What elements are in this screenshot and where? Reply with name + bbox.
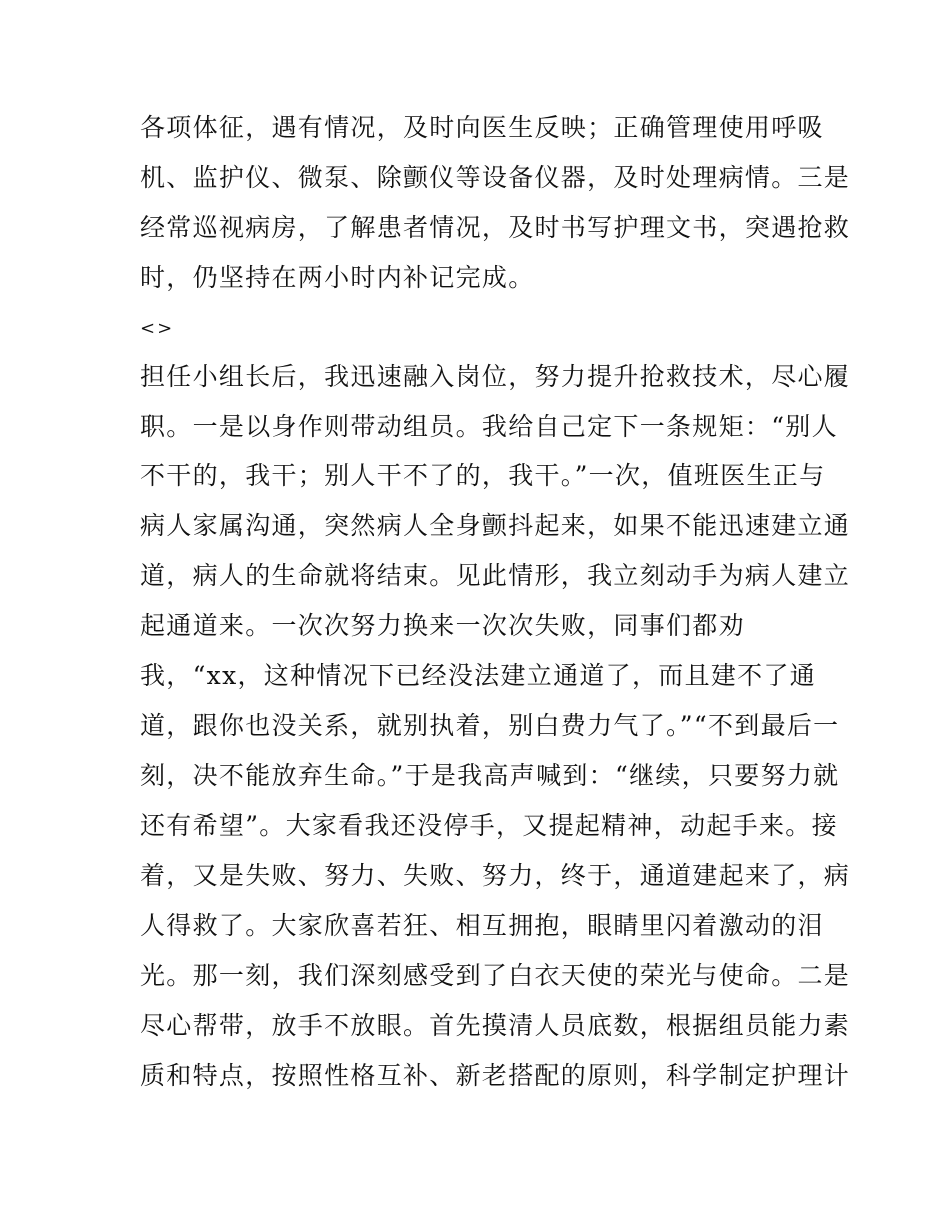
section-marker: <> <box>140 318 175 339</box>
text-line: 起通道来。一次次努力换来一次次失败，同事们都劝 <box>140 611 745 640</box>
text-line: 刻，决不能放弃生命。”于是我高声喊到：“继续，只要努力就 <box>140 761 840 790</box>
text-line: 病人家属沟通，突然病人全身颤抖起来，如果不能迅速建立通 <box>140 511 851 540</box>
text-line: 机、监护仪、微泵、除颤仪等设备仪器，及时处理病情。三是 <box>140 163 851 192</box>
text-line: 各项体征，遇有情况，及时向医生反映；正确管理使用呼吸 <box>140 113 824 142</box>
text-line: 人得救了。大家欣喜若狂、相互拥抱，眼睛里闪着激动的泪 <box>140 911 824 940</box>
text-line: 我，“xx，这种情况下已经没法建立通道了，而且建不了通 <box>140 661 817 690</box>
text-line: 道，跟你也没关系，就别执着，别白费力气了。”“不到最后一 <box>140 711 840 740</box>
text-line: 质和特点，按照性格互补、新老搭配的原则，科学制定护理计 <box>140 1061 851 1090</box>
text-line: 职。一是以身作则带动组员。我给自己定下一条规矩：“别人 <box>140 412 838 441</box>
text-line: 担任小组长后，我迅速融入岗位，努力提升抢救技术，尽心履 <box>140 362 851 391</box>
text-line: 着，又是失败、努力、失败、努力，终于，通道建起来了，病 <box>140 861 851 890</box>
text-line: 尽心帮带，放手不放眼。首先摸清人员底数，根据组员能力素 <box>140 1011 851 1040</box>
text-line: 还有希望”。大家看我还没停手，又提起精神，动起手来。接 <box>140 811 838 840</box>
text-line: 不干的，我干；别人干不了的，我干。”一次，值班医生正与 <box>140 461 826 490</box>
text-line: 时，仍坚持在两小时内补记完成。 <box>140 263 535 292</box>
text-line: 经常巡视病房，了解患者情况，及时书写护理文书，突遇抢救 <box>140 213 851 242</box>
text-line: 道，病人的生命就将结束。见此情形，我立刻动手为病人建立 <box>140 561 851 590</box>
text-line: 光。那一刻，我们深刻感受到了白衣天使的荣光与使命。二是 <box>140 961 851 990</box>
